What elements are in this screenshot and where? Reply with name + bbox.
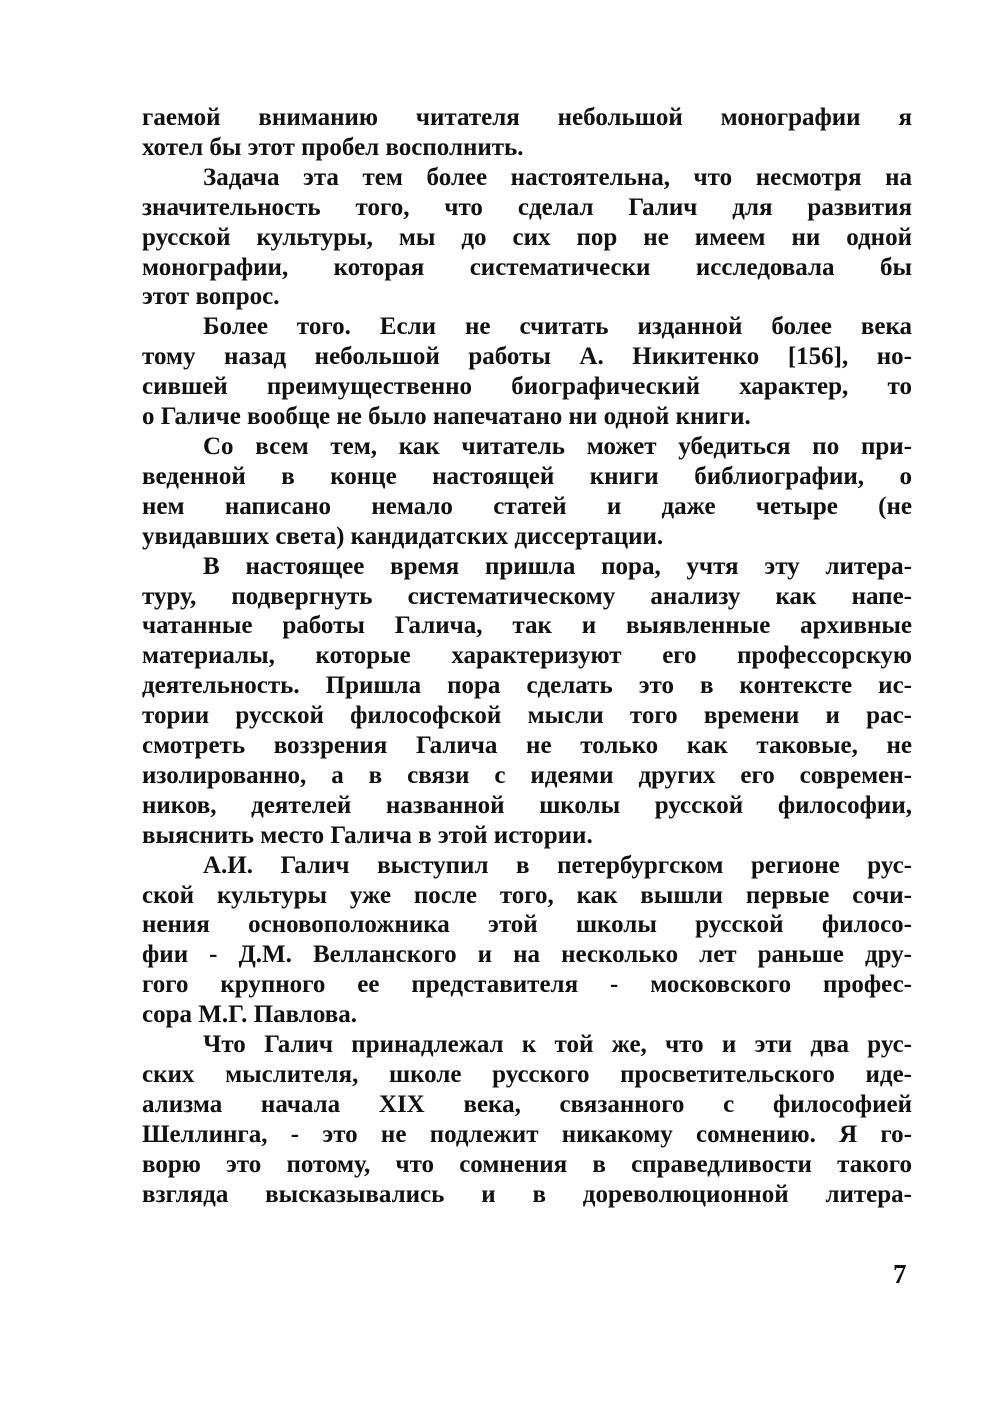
text-line: В настоящее время пришла пора, учтя эту литера-	[203, 552, 912, 580]
text-line: Шеллинга, - это не подлежит никакому сомнению. Я го-	[142, 1120, 912, 1148]
text-line: ских мыслителя, школе русского просветительского иде-	[142, 1061, 912, 1088]
text-line: Задача эта тем более настоятельна, что несмотря на	[203, 163, 912, 191]
text-line: материалы, которые характеризуют его профессорскую	[142, 642, 912, 670]
text-line: значительность того, что сделал Галич для развития	[142, 193, 912, 221]
text-line: смотреть воззрения Галича не только как таковые, не	[142, 732, 912, 760]
text-line: ской культуры уже после того, как вышли первые сочи-	[142, 881, 912, 909]
text-line: гого крупного ее представителя - московского профес-	[142, 971, 912, 999]
text-line: тому назад небольшой работы А. Никитенко [156], но-	[142, 343, 912, 371]
text-line: туру, подвергнуть систематическому анализу как напе-	[142, 582, 912, 610]
text-line: русской культуры, мы до сих пор не имеем ни одной	[142, 223, 912, 251]
text-line: изолированно, а в связи с идеями других его современ-	[142, 761, 912, 789]
text-line: ворю это потому, что сомнения в справедливости такого	[142, 1150, 912, 1178]
text-line: сившей преимущественно биографический характер, то	[142, 373, 912, 401]
text-line: фии - Д.М. Велланского и на несколько лет раньше дру-	[142, 941, 912, 969]
text-line: Со всем тем, как читатель может убедиться по при-	[203, 432, 912, 460]
text-line: Что Галич принадлежал к той же, что и эти два рус-	[203, 1031, 912, 1059]
text-line: чатанные работы Галича, так и выявленные архивные	[142, 612, 912, 640]
page-number: 7	[893, 1259, 907, 1289]
text-line: взгляда высказывались и в дореволюционной литера-	[142, 1180, 912, 1208]
body-text	[142, 103, 912, 1210]
text-line: монографии, которая систематически исследовала бы	[142, 253, 912, 281]
text-line: А.И. Галич выступил в петербургском регионе рус-	[203, 851, 912, 879]
text-line: нения основоположника этой школы русской филосо-	[142, 911, 912, 939]
text-line: выяснить место Галича в этой истории.	[142, 821, 593, 849]
text-line: Более того. Если не считать изданной более века	[203, 313, 912, 341]
text-line: гаемой вниманию читателя небольшой монографии я	[142, 104, 912, 131]
text-line: увидавших света) кандидатских диссертации.	[142, 522, 664, 550]
text-line: о Галиче вообще не было напечатано ни одной книги.	[142, 403, 751, 431]
text-line: нем написано немало статей и даже четыре (не	[142, 492, 912, 520]
text-line: веденной в конце настоящей книги библиографии, о	[142, 462, 912, 490]
text-line: деятельность. Пришла пора сделать это в контексте ис-	[142, 672, 912, 700]
text-line: сора М.Г. Павлова.	[142, 1001, 357, 1029]
text-line: ализма начала XIX века, связанного с философией	[142, 1090, 912, 1118]
text-line: хотел бы этот пробел восполнить.	[142, 133, 524, 161]
text-line: этот вопрос.	[142, 283, 280, 311]
text-line: ников, деятелей названной школы русской философии,	[142, 791, 912, 819]
text-line: тории русской философской мысли того времени и рас-	[142, 702, 912, 730]
